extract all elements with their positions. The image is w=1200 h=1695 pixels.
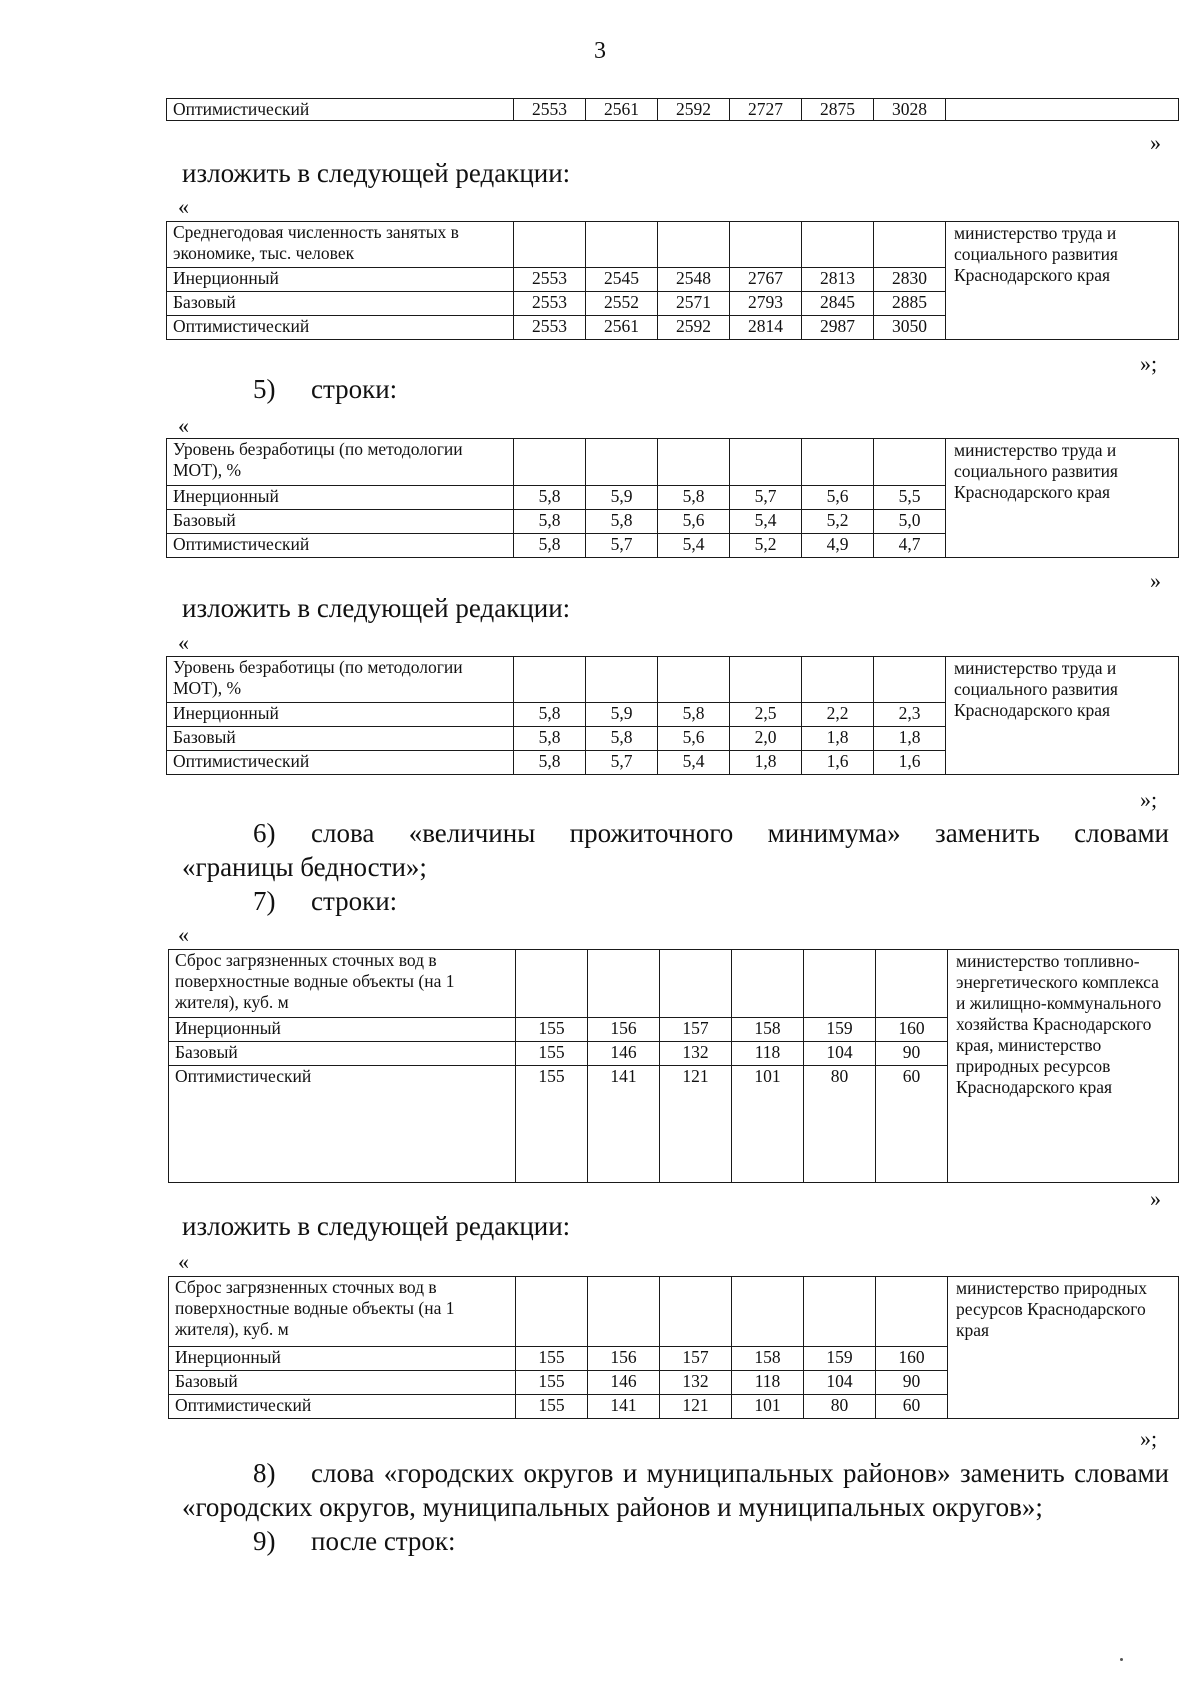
table-cell: 2727 [730, 99, 802, 121]
table-cell: 159 [804, 1347, 876, 1371]
ministry-cell: министерство труда и социального развития Краснодарского края [946, 222, 1179, 340]
table-cell: 1,6 [802, 751, 874, 775]
table-cell [516, 1277, 588, 1347]
row-label: Оптимистический [167, 534, 514, 558]
table-cell: 2548 [658, 268, 730, 292]
table-cell: 158 [732, 1018, 804, 1042]
table-cell: 156 [588, 1347, 660, 1371]
table-cell: 5,7 [586, 534, 658, 558]
table-cell: 155 [516, 1347, 588, 1371]
table-cell [874, 222, 946, 268]
table-cell: 4,9 [802, 534, 874, 558]
table-cell [876, 950, 948, 1018]
table-cell: 5,8 [514, 510, 586, 534]
close-quote: » [1150, 568, 1161, 593]
table-cell [658, 439, 730, 486]
table-employment-continuation [166, 98, 1179, 121]
ministry-cell: министерство труда и социального развития Краснодарского края [946, 439, 1179, 558]
row-label: Базовый [167, 727, 514, 751]
table-cell [730, 439, 802, 486]
edit-heading: изложить в следующей редакции: [182, 158, 571, 188]
item-6-line2: «границы бедности»; [182, 852, 427, 882]
page-number: 3 [594, 38, 606, 64]
ministry-cell: министерство природных ресурсов Краснодарского края [948, 1277, 1179, 1419]
table-cell [514, 657, 586, 703]
table-cell [730, 222, 802, 268]
table-cell: 2767 [730, 268, 802, 292]
open-quote: « [178, 194, 189, 219]
table-cell: 1,8 [874, 727, 946, 751]
table-cell [514, 222, 586, 268]
table-cell: 157 [660, 1018, 732, 1042]
table-cell: 155 [516, 1066, 588, 1183]
row-label: Оптимистический [167, 99, 514, 121]
table-cell: 5,8 [514, 727, 586, 751]
table-cell: 101 [732, 1066, 804, 1183]
table-cell [516, 950, 588, 1018]
table-cell: 4,7 [874, 534, 946, 558]
table-cell: 156 [588, 1018, 660, 1042]
row-label: Базовый [169, 1371, 516, 1395]
table-cell: 2561 [586, 99, 658, 121]
table-cell: 5,8 [514, 534, 586, 558]
table-cell: 155 [516, 1395, 588, 1419]
item-8-line1: слова «городских округов и муниципальных районов» заменить словами [311, 1458, 1169, 1488]
table-cell: 2571 [658, 292, 730, 316]
table-cell: 60 [876, 1066, 948, 1183]
table-cell: 2,3 [874, 703, 946, 727]
table-cell [588, 1277, 660, 1347]
table-cell: 155 [516, 1042, 588, 1066]
item-9-text: после строк: [311, 1526, 456, 1556]
table-cell [586, 657, 658, 703]
edit-heading: изложить в следующей редакции: [182, 593, 571, 623]
table-cell: 5,7 [586, 751, 658, 775]
table-cell: 2813 [802, 268, 874, 292]
close-quote: »; [1140, 787, 1158, 812]
table-cell: 5,8 [514, 486, 586, 510]
table-cell: 132 [660, 1042, 732, 1066]
table-cell: 2553 [514, 316, 586, 340]
table-cell: 5,8 [586, 727, 658, 751]
scan-dot [1120, 1658, 1123, 1661]
table-cell: 5,6 [658, 727, 730, 751]
table-title-cell: Сброс загрязненных сточных вод в поверхностные водные объекты (на 1 жителя), куб. м [169, 1277, 516, 1347]
row-label: Оптимистический [167, 751, 514, 775]
table-cell: 2987 [802, 316, 874, 340]
item-6-number: 6) [253, 818, 276, 848]
table-cell: 3028 [874, 99, 946, 121]
row-label: Инерционный [167, 268, 514, 292]
table-cell: 5,5 [874, 486, 946, 510]
table-cell: 2830 [874, 268, 946, 292]
table-cell: 80 [804, 1066, 876, 1183]
table-cell: 2,0 [730, 727, 802, 751]
table-cell: 5,2 [730, 534, 802, 558]
table-cell [730, 657, 802, 703]
table-cell: 132 [660, 1371, 732, 1395]
open-quote: « [178, 1249, 189, 1274]
table-cell [586, 439, 658, 486]
table-cell [588, 950, 660, 1018]
table-cell: 5,2 [802, 510, 874, 534]
table-cell [804, 1277, 876, 1347]
close-quote: »; [1140, 351, 1158, 376]
item-9-number: 9) [253, 1526, 276, 1556]
item-5-number: 5) [253, 374, 276, 404]
table-cell: 141 [588, 1395, 660, 1419]
item-5-text: строки: [311, 374, 398, 404]
table-wastewater-new [168, 1276, 1179, 1419]
table-cell: 157 [660, 1347, 732, 1371]
open-quote: « [178, 630, 189, 655]
table-cell: 2545 [586, 268, 658, 292]
table-cell [802, 657, 874, 703]
table-cell: 2885 [874, 292, 946, 316]
table-employment [166, 221, 1179, 340]
close-quote: » [1150, 1186, 1161, 1211]
table-cell: 5,4 [730, 510, 802, 534]
ministry-cell: министерство труда и социального развития Краснодарского края [946, 657, 1179, 775]
table-cell: 2875 [802, 99, 874, 121]
table-cell: 80 [804, 1395, 876, 1419]
table-cell: 1,8 [730, 751, 802, 775]
table-wastewater-old [168, 949, 1179, 1183]
table-cell: 3050 [874, 316, 946, 340]
open-quote: « [178, 922, 189, 947]
table-cell: 101 [732, 1395, 804, 1419]
table-cell: 2552 [586, 292, 658, 316]
table-cell: 2592 [658, 316, 730, 340]
row-label: Оптимистический [167, 316, 514, 340]
open-quote: « [178, 413, 189, 438]
table-cell: 104 [804, 1042, 876, 1066]
table-cell: 158 [732, 1347, 804, 1371]
table-cell: 146 [588, 1371, 660, 1395]
table-cell: 5,9 [586, 486, 658, 510]
table-cell [658, 222, 730, 268]
table-cell: 118 [732, 1371, 804, 1395]
table-cell: 5,4 [658, 534, 730, 558]
close-quote: » [1150, 130, 1161, 155]
table-cell: 2793 [730, 292, 802, 316]
row-label: Базовый [167, 292, 514, 316]
item-6-line1: слова «величины прожиточного минимума» заменить словами [311, 818, 1169, 848]
table-cell [804, 950, 876, 1018]
table-cell: 160 [876, 1347, 948, 1371]
table-cell: 2553 [514, 292, 586, 316]
table-cell: 5,8 [586, 510, 658, 534]
ministry-cell [946, 99, 1179, 121]
table-cell: 2814 [730, 316, 802, 340]
row-label: Оптимистический [169, 1395, 516, 1419]
row-label: Инерционный [169, 1347, 516, 1371]
item-8-number: 8) [253, 1458, 276, 1488]
table-cell: 104 [804, 1371, 876, 1395]
table-unemployment-new [166, 656, 1179, 775]
table-cell: 155 [516, 1371, 588, 1395]
table-cell: 2553 [514, 268, 586, 292]
table-title-cell: Среднегодовая численность занятых в экономике, тыс. человек [167, 222, 514, 268]
table-cell: 2,5 [730, 703, 802, 727]
table-cell: 5,9 [586, 703, 658, 727]
table-cell: 5,8 [658, 703, 730, 727]
table-cell: 159 [804, 1018, 876, 1042]
row-label: Инерционный [169, 1018, 516, 1042]
table-cell: 5,8 [514, 751, 586, 775]
table-cell: 2553 [514, 99, 586, 121]
table-cell: 2845 [802, 292, 874, 316]
table-cell [876, 1277, 948, 1347]
table-cell: 160 [876, 1018, 948, 1042]
table-cell: 121 [660, 1066, 732, 1183]
table-cell [732, 950, 804, 1018]
table-cell: 5,8 [514, 703, 586, 727]
ministry-cell: министерство топливно-энергетического комплекса и жилищно-коммунального хозяйства Краснодарского края, министерство природных ресурсов Краснодарского края [948, 950, 1179, 1183]
table-cell: 90 [876, 1042, 948, 1066]
table-cell [660, 950, 732, 1018]
table-cell: 2,2 [802, 703, 874, 727]
table-cell: 60 [876, 1395, 948, 1419]
table-cell [660, 1277, 732, 1347]
table-cell: 155 [516, 1018, 588, 1042]
item-7-number: 7) [253, 886, 276, 916]
table-cell [514, 439, 586, 486]
row-label: Базовый [169, 1042, 516, 1066]
table-cell: 5,8 [658, 486, 730, 510]
table-cell: 146 [588, 1042, 660, 1066]
edit-heading: изложить в следующей редакции: [182, 1211, 571, 1241]
table-cell [658, 657, 730, 703]
table-cell: 5,6 [658, 510, 730, 534]
item-8-line2: «городских округов, муниципальных районов и муниципальных округов»; [182, 1492, 1043, 1522]
table-cell: 118 [732, 1042, 804, 1066]
table-cell [874, 657, 946, 703]
table-cell: 121 [660, 1395, 732, 1419]
table-title-cell: Уровень безработицы (по методологии МОТ), % [167, 439, 514, 486]
close-quote: »; [1140, 1426, 1158, 1451]
table-cell [586, 222, 658, 268]
row-label: Инерционный [167, 486, 514, 510]
table-cell: 5,4 [658, 751, 730, 775]
row-label: Базовый [167, 510, 514, 534]
table-cell [732, 1277, 804, 1347]
table-title-cell: Уровень безработицы (по методологии МОТ), % [167, 657, 514, 703]
row-label: Оптимистический [169, 1066, 516, 1183]
table-cell: 90 [876, 1371, 948, 1395]
table-cell [874, 439, 946, 486]
table-cell: 1,8 [802, 727, 874, 751]
table-title-cell: Сброс загрязненных сточных вод в поверхностные водные объекты (на 1 жителя), куб. м [169, 950, 516, 1018]
table-cell [802, 222, 874, 268]
table-cell: 2561 [586, 316, 658, 340]
table-cell: 5,0 [874, 510, 946, 534]
row-label: Инерционный [167, 703, 514, 727]
table-unemployment-old [166, 438, 1179, 558]
table-cell: 5,6 [802, 486, 874, 510]
item-7-text: строки: [311, 886, 398, 916]
table-cell: 1,6 [874, 751, 946, 775]
table-cell: 5,7 [730, 486, 802, 510]
table-cell [802, 439, 874, 486]
table-cell: 141 [588, 1066, 660, 1183]
table-cell: 2592 [658, 99, 730, 121]
